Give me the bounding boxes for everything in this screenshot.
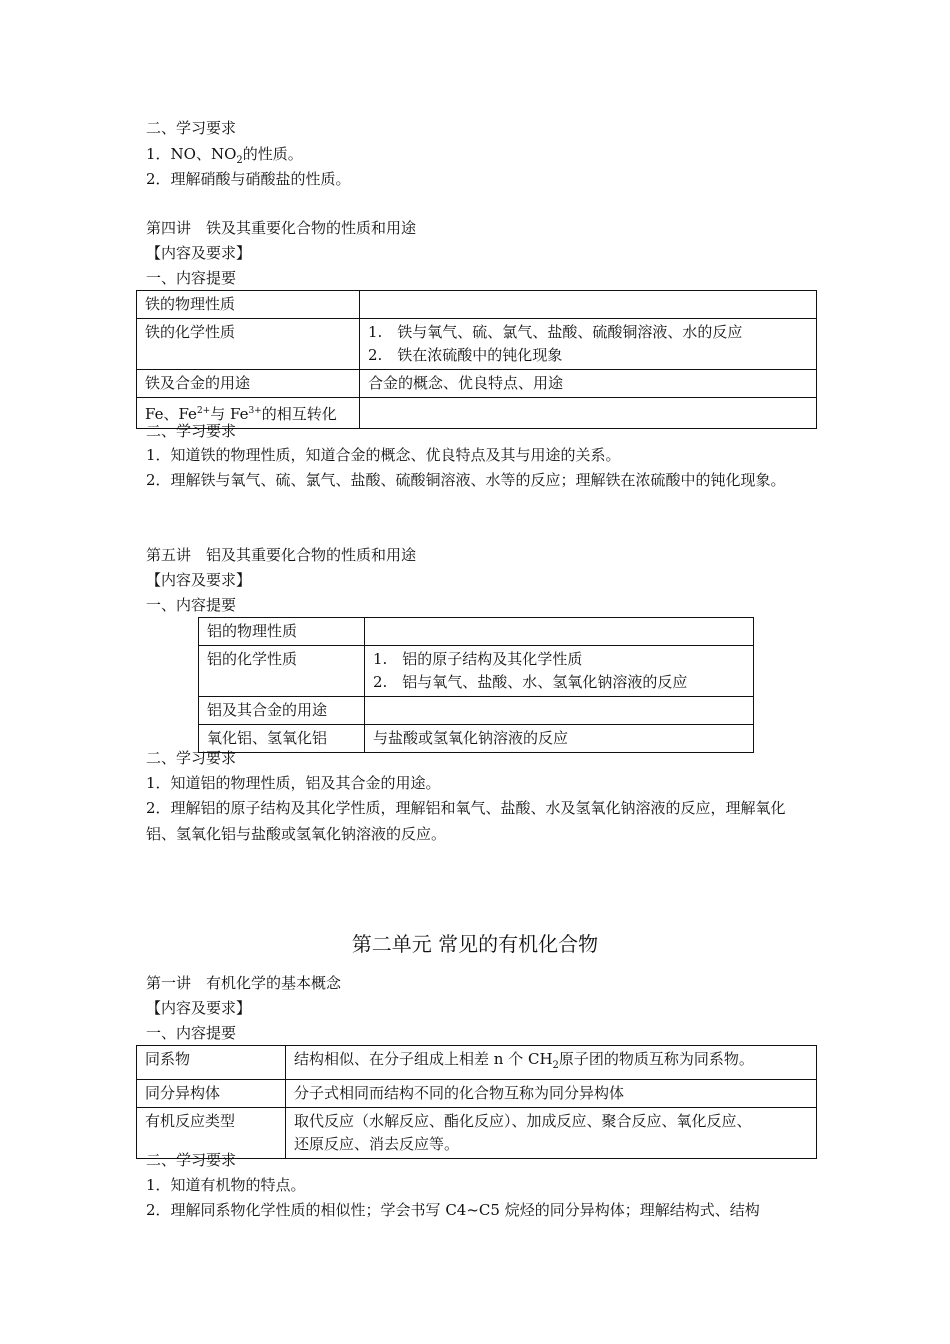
content-heading: 【内容及要求】 <box>146 999 252 1017</box>
table-cell: 分子式相同而结构不同的化合物互称为同分异构体 <box>286 1080 817 1108</box>
cell-text: 原子团的物质互称为同系物。 <box>558 1050 754 1068</box>
table-cell: 同分异构体 <box>137 1080 286 1108</box>
requirement-text: 的性质。 <box>242 145 303 163</box>
cell-text: 的相互转化 <box>261 405 337 423</box>
table-cell: 与盐酸或氢氧化钠溶液的反应 <box>365 725 754 753</box>
organic-concepts-table <box>136 1045 817 1159</box>
table-cell: 铝的物理性质 <box>199 618 365 646</box>
content-heading: 【内容及要求】 <box>146 244 252 262</box>
requirements-heading: 二、学习要求 <box>146 749 237 767</box>
cell-line: 取代反应（水解反应、酯化反应）、加成反应、聚合反应、氧化反应、 <box>294 1112 752 1130</box>
table-row <box>199 725 754 753</box>
outline-heading: 一、内容提要 <box>146 1024 237 1042</box>
cell-line: 1. 铁与氧气、硫、氯气、盐酸、硫酸铜溶液、水的反应 <box>368 323 743 341</box>
table-cell <box>360 398 817 429</box>
requirement-item <box>146 144 303 171</box>
table-cell <box>365 646 754 697</box>
table-row <box>137 1046 817 1080</box>
table-cell <box>360 291 817 319</box>
requirement-item: 2．理解铁与氧气、硫、氯气、盐酸、硫酸铜溶液、水等的反应；理解铁在浓硫酸中的钝化现象。 <box>146 471 786 489</box>
lecture-title: 第四讲 铁及其重要化合物的性质和用途 <box>146 219 417 237</box>
table-cell: 铁及合金的用途 <box>137 370 360 398</box>
table-cell <box>365 697 754 725</box>
lecture-title: 第一讲 有机化学的基本概念 <box>146 974 342 992</box>
table-cell <box>360 319 817 370</box>
table-cell: 铁的物理性质 <box>137 291 360 319</box>
unit-title: 第二单元 常见的有机化合物 <box>351 932 599 956</box>
content-heading: 【内容及要求】 <box>146 571 252 589</box>
table-cell: 合金的概念、优良特点、用途 <box>360 370 817 398</box>
table-cell <box>365 618 754 646</box>
table-row <box>137 398 817 429</box>
iron-table <box>136 290 817 429</box>
cell-line: 1. 铝的原子结构及其化学性质 <box>373 650 583 668</box>
table-row <box>199 697 754 725</box>
cell-text: 与 Fe <box>210 405 249 423</box>
table-row <box>137 291 817 319</box>
superscript: 3+ <box>248 406 262 416</box>
cell-text: 结构相似、在分子组成上相差 n 个 CH <box>294 1050 553 1068</box>
table-row <box>137 1080 817 1108</box>
requirements-heading: 二、学习要求 <box>146 119 237 137</box>
table-cell: 氧化铝、氢氧化铝 <box>199 725 365 753</box>
table-cell <box>286 1046 817 1080</box>
table-row <box>199 618 754 646</box>
lecture-title: 第五讲 铝及其重要化合物的性质和用途 <box>146 546 417 564</box>
requirement-text: 1．NO、NO <box>146 145 237 163</box>
subscript: 2 <box>552 1060 559 1071</box>
table-row <box>137 319 817 370</box>
requirement-item: 1．知道有机物的特点。 <box>146 1176 306 1194</box>
superscript: 2+ <box>196 406 211 416</box>
subscript: 2 <box>236 155 243 166</box>
table-row <box>137 1108 817 1159</box>
requirement-item: 2．理解铝的原子结构及其化学性质，理解铝和氧气、盐酸、水及氢氧化钠溶液的反应，理解氧化铝、氢氧化铝与盐酸或氢氧化钠溶液的反应。 <box>146 799 786 843</box>
table-cell: 有机反应类型 <box>137 1108 286 1159</box>
requirements-heading: 二、学习要求 <box>146 1151 237 1169</box>
requirement-item: 1．知道铁的物理性质，知道合金的概念、优良特点及其与用途的关系。 <box>146 446 621 464</box>
cell-text: Fe、Fe <box>145 405 197 423</box>
cell-line: 2. 铁在浓硫酸中的钝化现象 <box>368 346 563 364</box>
outline-heading: 一、内容提要 <box>146 596 237 614</box>
table-cell: 铝及其合金的用途 <box>199 697 365 725</box>
outline-heading: 一、内容提要 <box>146 269 237 287</box>
table-cell: 铝的化学性质 <box>199 646 365 697</box>
requirements-heading: 二、学习要求 <box>146 422 237 440</box>
table-row <box>137 370 817 398</box>
requirement-item: 2．理解硝酸与硝酸盐的性质。 <box>146 170 351 188</box>
aluminum-table <box>198 617 754 753</box>
table-row <box>199 646 754 697</box>
table-cell: 铁的化学性质 <box>137 319 360 370</box>
cell-line: 还原反应、消去反应等。 <box>294 1135 460 1153</box>
cell-line: 2. 铝与氧气、盐酸、水、氢氧化钠溶液的反应 <box>373 673 688 691</box>
table-cell: 同系物 <box>137 1046 286 1080</box>
requirement-item: 2．理解同系物化学性质的相似性；学会书写 C4~C5 烷烃的同分异构体；理解结构式、结构 <box>146 1201 760 1219</box>
requirement-item: 1．知道铝的物理性质，铝及其合金的用途。 <box>146 774 441 792</box>
table-cell <box>286 1108 817 1159</box>
